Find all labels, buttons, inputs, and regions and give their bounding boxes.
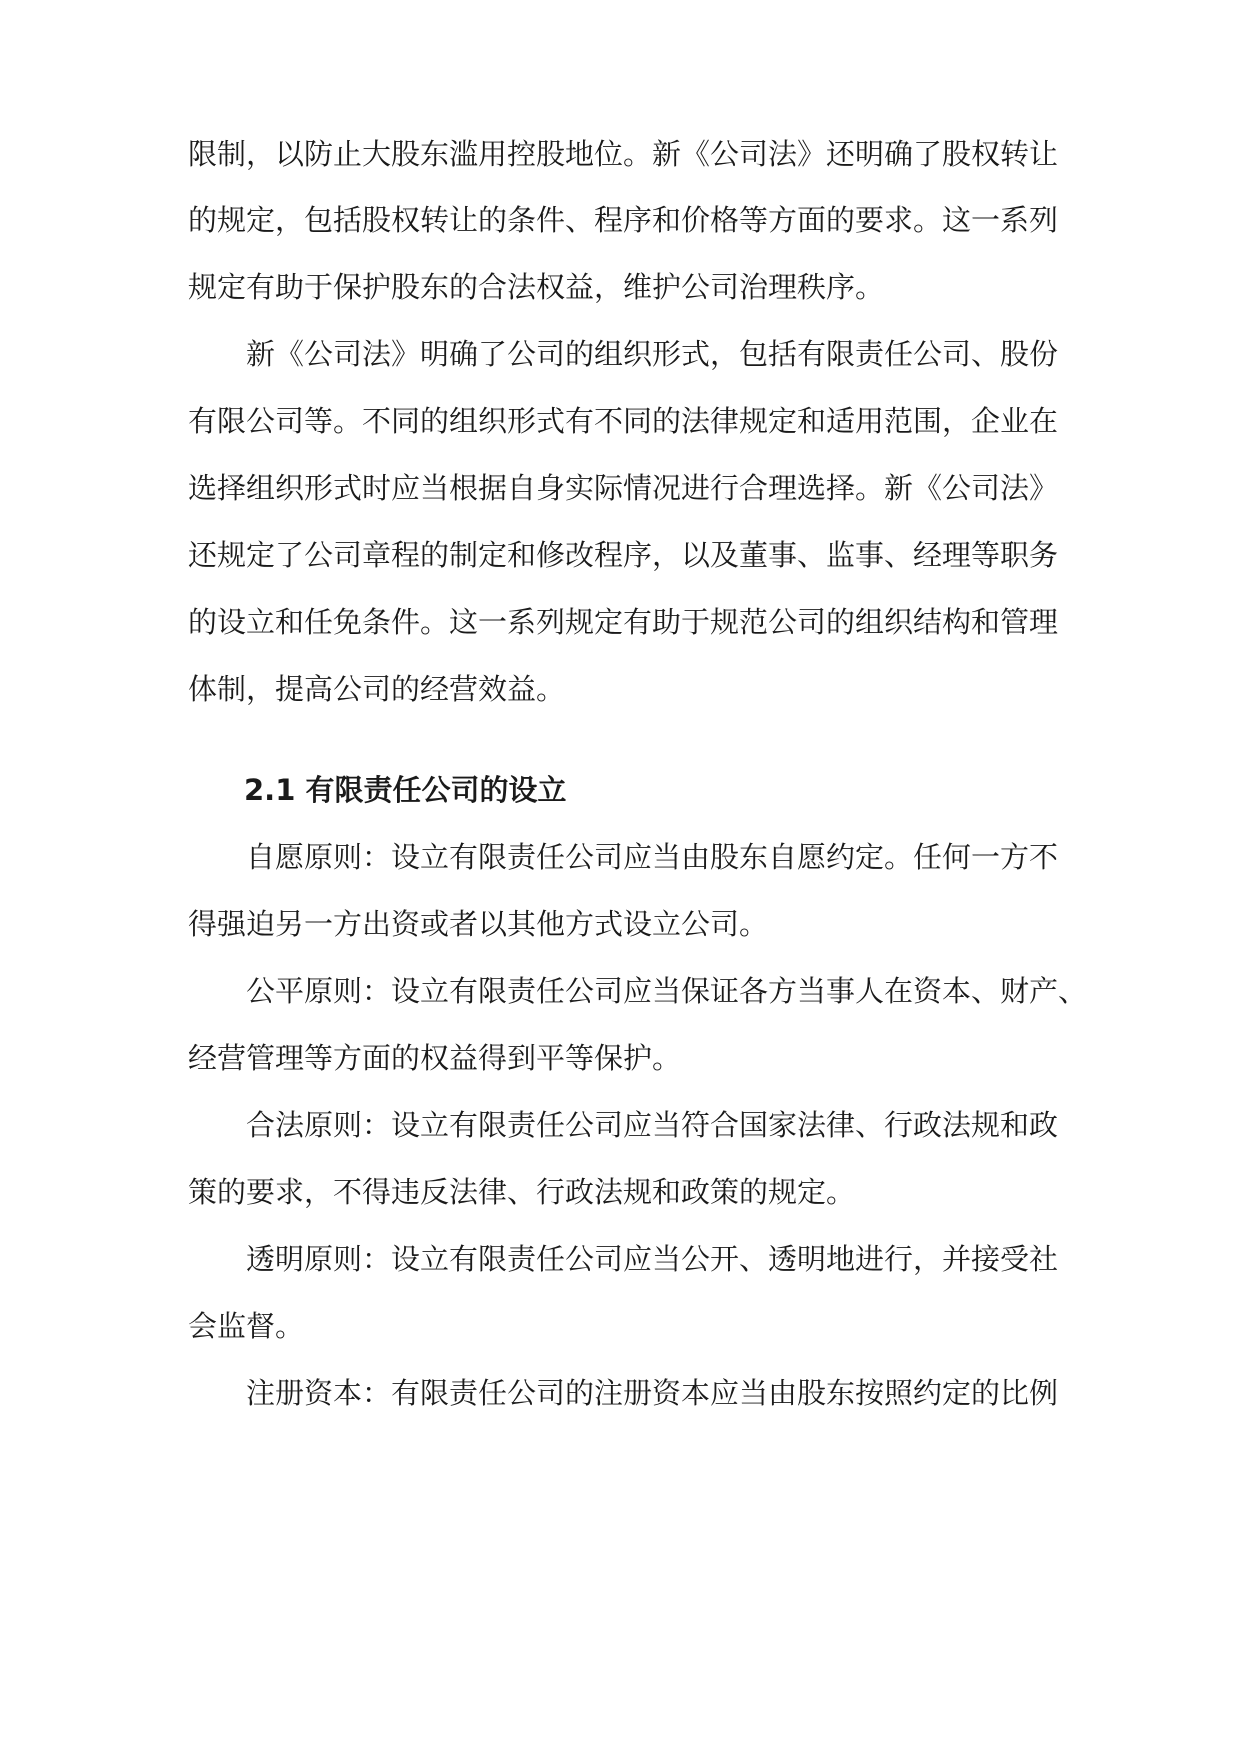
paragraph-line: 体制，提高公司的经营效益。 [188,672,566,706]
paragraph-line: 得强迫另一方出资或者以其他方式设立公司。 [188,907,769,941]
paragraph-line: 还规定了公司章程的制定和修改程序，以及董事、监事、经理等职务 [188,538,1059,572]
paragraph-line: 注册资本：有限责任公司的注册资本应当由股东按照约定的比例 [246,1376,1059,1410]
paragraph-line: 会监督。 [188,1309,305,1343]
paragraph-line: 经营管理等方面的权益得到平等保护。 [188,1041,682,1075]
paragraph-line: 公平原则：设立有限责任公司应当保证各方当事人在资本、财产、 [246,974,1088,1008]
paragraph-line: 合法原则：设立有限责任公司应当符合国家法律、行政法规和政 [246,1108,1059,1142]
paragraph-line: 有限公司等。不同的组织形式有不同的法律规定和适用范围，企业在 [188,404,1059,438]
paragraph-line: 选择组织形式时应当根据自身实际情况进行合理选择。新《公司法》 [188,471,1059,505]
paragraph-line: 自愿原则：设立有限责任公司应当由股东自愿约定。任何一方不 [246,840,1059,874]
paragraph-line: 的设立和任免条件。这一系列规定有助于规范公司的组织结构和管理 [188,605,1059,639]
paragraph-line: 策的要求，不得违反法律、行政法规和政策的规定。 [188,1175,856,1209]
paragraph-line: 的规定，包括股权转让的条件、程序和价格等方面的要求。这一系列 [188,203,1059,237]
paragraph-line: 新《公司法》明确了公司的组织形式，包括有限责任公司、股份 [246,337,1059,371]
paragraph-line: 规定有助于保护股东的合法权益，维护公司治理秩序。 [188,270,885,304]
paragraph-line: 透明原则：设立有限责任公司应当公开、透明地进行，并接受社 [246,1242,1059,1276]
paragraph-line: 限制，以防止大股东滥用控股地位。新《公司法》还明确了股权转让 [188,137,1059,171]
section-heading: 2.1 有限责任公司的设立 [244,773,567,807]
